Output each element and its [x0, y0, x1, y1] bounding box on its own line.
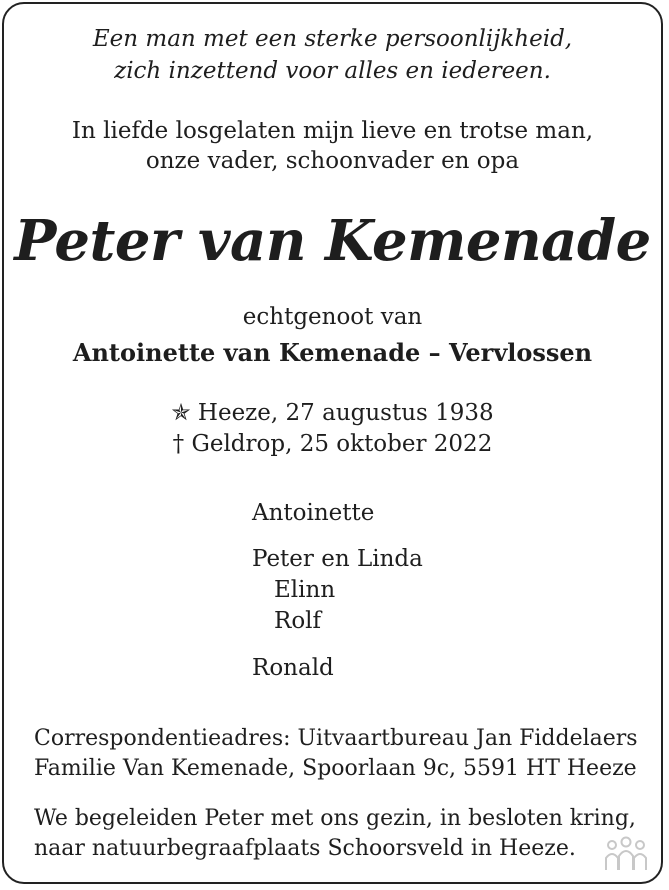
burial-line-2: naar natuurbegraafplaats Schoorsveld in Heeze. — [34, 836, 576, 861]
birth-line — [4, 400, 661, 426]
death-text: Geldrop, 25 oktober 2022 — [191, 431, 493, 457]
birth-text: Heeze, 27 augustus 1938 — [197, 400, 494, 426]
family-grandchild-1: Elinn — [274, 577, 336, 603]
star-icon: ✯ — [171, 400, 191, 426]
family-figures-icon — [603, 836, 649, 872]
deceased-name: Peter van Kemenade — [14, 208, 651, 274]
cross-icon: † — [172, 431, 185, 457]
spouse-name: Antoinette van Kemenade – Vervlossen — [72, 338, 593, 367]
motto-line-1: Een man met een sterke persoonlijkheid, — [92, 26, 573, 52]
family-spouse: Antoinette — [252, 500, 375, 526]
intro-line-1: In liefde losgelaten mijn lieve en trotse man, — [71, 118, 594, 144]
spouse-label: echtgenoot van — [242, 304, 423, 330]
family-grandchild-2: Rolf — [274, 608, 322, 634]
family-child-2: Ronald — [252, 655, 334, 681]
family-child-1: Peter en Linda — [252, 546, 423, 572]
burial-line-1: We begeleiden Peter met ons gezin, in besloten kring, — [34, 806, 636, 831]
death-line — [4, 431, 661, 457]
correspondence-line-2: Familie Van Kemenade, Spoorlaan 9c, 5591 HT Heeze — [34, 756, 637, 781]
motto-line-2: zich inzettend voor alles en iedereen. — [114, 58, 551, 84]
obituary-card — [2, 2, 663, 884]
intro-line-2: onze vader, schoonvader en opa — [145, 148, 520, 174]
correspondence-line-1: Correspondentieadres: Uitvaartbureau Jan Fiddelaers — [34, 726, 638, 751]
